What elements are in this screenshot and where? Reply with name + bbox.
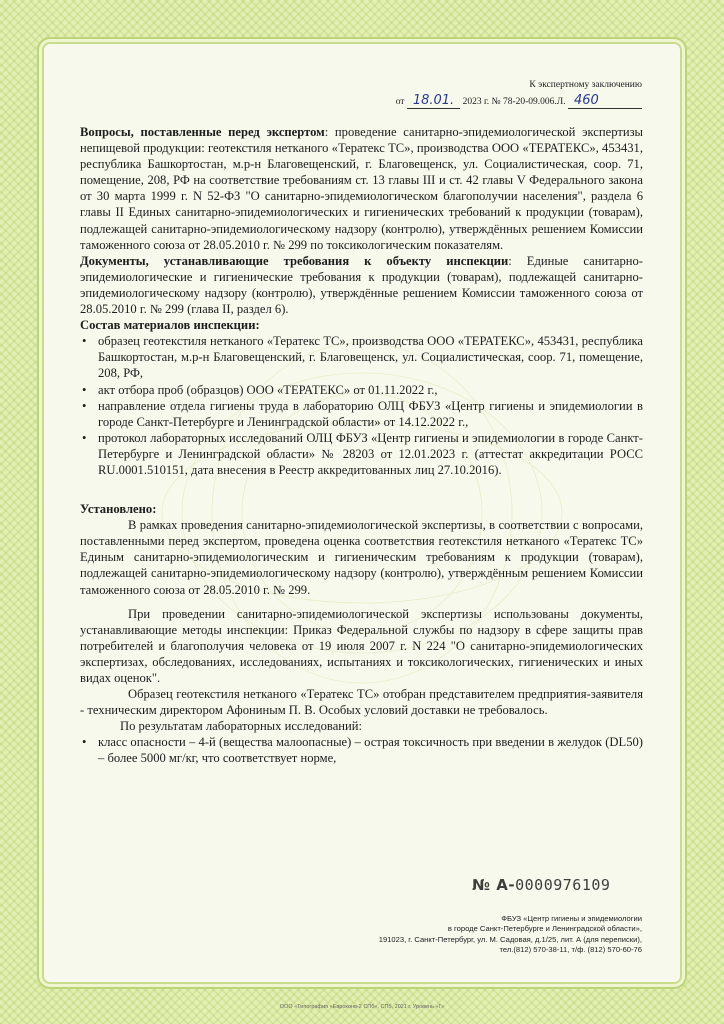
list-item: • акт отбора проб (образцов) ООО «ТЕРАТЕКС» от 01.11.2022 г., [98, 382, 643, 398]
handwritten-date: 18.01. [407, 93, 460, 109]
issuer-footer [379, 914, 642, 956]
questions-paragraph [80, 124, 643, 253]
results-list [80, 734, 643, 766]
serial-digits: 0000976109 [515, 876, 611, 894]
header-from-label: от [395, 97, 405, 107]
materials-list [80, 333, 643, 478]
serial-prefix: № А- [472, 876, 516, 894]
established-paragraph-1: В рамках проведения санитарно-эпидемиологической экспертизы, в соответствии с вопросами, поставленными перед экспертом, проведена оценка соответствия геотекстиля нетканого «Тератекс ТС» Единым санитарно-эпидемиологическим и гигиеническим требованиям к продукции (товарам), подлежащей санитарно-эпидемиологическому надзору (контролю), утверждённым решением Комиссии таможенного союза от 28.05.2010 г. № 299. [80, 518, 643, 597]
list-item: • образец геотекстиля нетканого «Тератекс ТС», производства ООО «ТЕРАТЕКС», 453431, республика Башкортостан, м.р-н Благовещенский, г. Благовещенск, ул. Социалистическая, соор. 71, помещение, 208, РФ, [98, 333, 643, 381]
materials-heading: Состав материалов инспекции: [80, 318, 260, 333]
questions-text: : проведение санитарно-эпидемиологической экспертизы непищевой продукции: геотекстиля нетканого «Тератекс ТС», производства ООО «ТЕРАТЕКС», 453431, республика Башкортостан, м.р-н Благовещенский, г. Благовещенск, ул. Социалистическая, соор. 71, помещение, 208, РФ на соответствие требованиям ст. 13 главы III и ст. 42 главы V Федерального закона от 30 марта 1999 г. N 52-ФЗ "О санитарно-эпидемиологическом благополучии населения", раздела 6 главы II Единых санитарно-эпидемиологических и гигиенических требований к продукции (товарам), подлежащей санитарно-эпидемиологическому надзору (контролю), утверждённых решением Комиссии таможенного союза от 28.05.2010 г. № 299 по токсикологическим показателям. [80, 125, 644, 252]
list-item: • класс опасности – 4-й (вещества малоопасные) – острая токсичность при введении в желудок (DL50) – более 5000 мг/кг, что соответствует норме, [98, 734, 643, 766]
documents-text: : Единые санитарно-эпидемиологические и гигиенические требования к продукции (товарам), подлежащей санитарно-эпидемиологическому надзору (контролю), утверждённые решением Комиссии таможенного союза от 28.05.2010 г. № 299 (глава II, раздел 6). [80, 253, 644, 317]
handwritten-number: 460 [568, 93, 642, 109]
footer-line: тел.(812) 570-38-11, т/ф. (812) 570-60-76 [499, 945, 642, 955]
serial-number [472, 876, 610, 894]
printer-imprint: ООО «Типография «Евроконв-2 СПб», СПб, 2021 г. Уровень «Г» [279, 1004, 445, 1010]
established-paragraph-3: Образец геотекстиля нетканого «Тератекс ТС» отобран представителем предприятия-заявителя - техническим директором Афониным П. В. Особых условий доставки не требовалось. [80, 687, 643, 718]
established-paragraph-2: При проведении санитарно-эпидемиологической экспертизы использованы документы, устанавливающие методы инспекции: Приказ Федеральной службы по надзору в сфере защиты прав потребителей и благополучия человека от 19 июля 2007 г. N 224 "О санитарно-эпидемиологических экспертизах, обследованиях, исследованиях, испытаниях и токсикологических, гигиенических и иных видах оценок". [80, 606, 643, 685]
footer-line: 191023, г. Санкт-Петербург, ул. М. Садовая, д.1/25, лит. А (для переписки), [378, 934, 642, 944]
spacer [80, 478, 643, 495]
header-reference [396, 93, 642, 110]
list-item: • направление отдела гигиены труда в лабораторию ОЛЦ ФБУЗ «Центр гигиены и эпидемиологии в городе Санкт-Петербурге и Ленинградской области» от 14.12.2022 г., [98, 398, 643, 430]
documents-label: Документы, устанавливающие требования к объекту инспекции [80, 253, 509, 268]
footer-line: ФБУЗ «Центр гигиены и эпидемиологии [501, 914, 642, 923]
document-body [80, 124, 643, 767]
document-header [396, 78, 642, 110]
established-heading: Установлено: [80, 502, 157, 517]
spacer [80, 598, 643, 606]
documents-paragraph [80, 253, 643, 317]
questions-label: Вопросы, поставленные перед экспертом [80, 125, 325, 139]
header-title: К экспертному заключению [529, 80, 642, 90]
established-paragraph-4: По результатам лабораторных исследований: [120, 719, 363, 734]
footer-line: в городе Санкт-Петербурге и Ленинградской области», [447, 924, 642, 934]
list-item: • протокол лабораторных исследований ОЛЦ ФБУЗ «Центр гигиены и эпидемиологии в городе Санкт-Петербурге и Ленинградской области» № 28203 от 12.01.2023 г. (аттестат аккредитации РОСС RU.0001.510151, дата внесения в Реестр аккредитованных лиц 27.10.2016). [98, 430, 643, 478]
header-year-number: 2023 г. № 78-20-09.006.Л. [462, 97, 566, 107]
